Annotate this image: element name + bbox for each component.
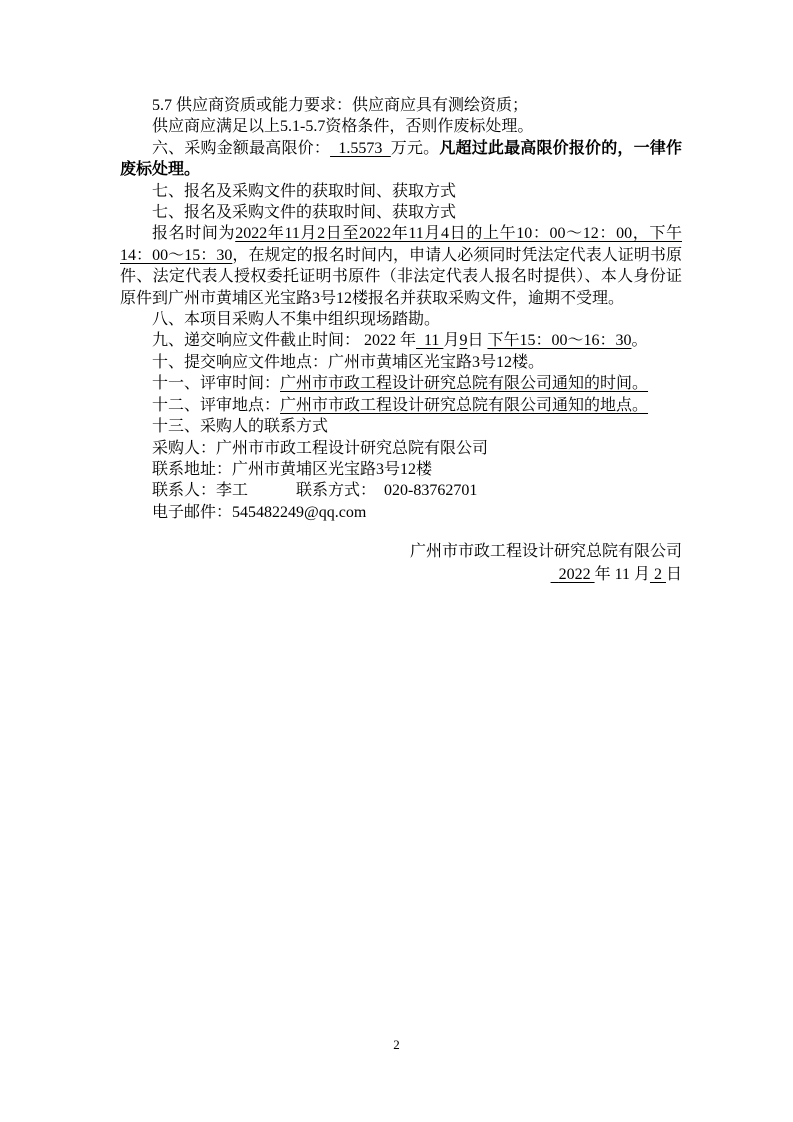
para-contact-person [120,480,682,501]
submission-deadline-day: 9 [459,332,468,350]
signature-date-year: 2022 [550,566,595,584]
para-supplier-qualification [120,95,682,116]
submission-deadline-month: 11 [416,332,444,350]
registration-time-prefix: 报名时间为 [152,225,236,243]
para-review-time [120,373,682,394]
para-purchaser [120,438,682,459]
registration-time-period: 2022年11月2日至2022年11月4日的上午10：00～12：00，下午14：00～15：30 [120,225,682,264]
submission-deadline-month-label: 月 [443,332,460,350]
signature-date-day: 2 [649,566,666,584]
page-number: 2 [393,1037,400,1052]
para-section7-title-2 [120,202,682,223]
review-place-label: 十二、评审地点： [152,396,281,414]
para-submission-place [120,352,682,373]
para-site-visit [120,309,682,330]
submission-place-text: 十、提交响应文件地点：广州市黄埔区光宝路3号12楼。 [152,353,545,371]
para-registration-time [120,223,682,309]
qualification-summary-text: 供应商应满足以上5.1-5.7资格条件，否则作废标处理。 [152,118,534,136]
signature-date-end: 日 [665,566,682,584]
site-visit-text: 八、本项目采购人不集中组织现场踏勘。 [152,311,441,329]
purchaser-text: 采购人：广州市市政工程设计研究总院有限公司 [152,439,489,457]
max-price-label: 六、采购金额最高限价： [152,139,331,157]
review-time-value: 广州市市政工程设计研究总院有限公司通知的时间。 [280,375,649,393]
para-max-price [120,138,682,181]
contact-section-title-text: 十三、采购人的联系方式 [152,418,329,436]
para-section7-title-1 [120,181,682,202]
review-time-label: 十一、评审时间： [152,375,281,393]
submission-deadline-day-label: 日 [467,332,488,350]
signature-company-text: 广州市市政工程设计研究总院有限公司 [409,543,682,561]
signature-company [120,540,682,563]
section7-title-2-text: 七、报名及采购文件的获取时间、获取方式 [152,204,457,222]
para-contact-section-title [120,416,682,437]
para-contact-address [120,459,682,480]
registration-time-rest: ，在规定的报名时间内，申请人必须同时凭法定代表人证明书原件、法定代表人授权委托证明书原件（非法定代表人报名时提供）、本人身份证原件到广州市黄埔区光宝路3号12楼报名并获取采购文件，逾期不受理。 [120,246,682,307]
para-review-place [120,395,682,416]
signature-block [120,540,682,586]
submission-deadline-label: 九、递交响应文件截止时间： 2022 年 [152,332,417,350]
signature-date-mid: 年 11 月 [594,566,650,584]
para-qualification-summary [120,116,682,137]
para-submission-deadline [120,330,682,351]
submission-deadline-end: 。 [631,332,648,350]
review-place-value: 广州市市政工程设计研究总院有限公司通知的地点。 [280,396,649,414]
max-price-unit: 万元。 [390,139,440,157]
section7-title-1-text: 七、报名及采购文件的获取时间、获取方式 [152,182,457,200]
signature-date [120,563,682,586]
contact-email-text: 电子邮件：545482249@qq.com [152,503,367,521]
contact-address-text: 联系地址：广州市黄埔区光宝路3号12楼 [152,460,433,478]
submission-deadline-time: 下午15：00～16：30 [487,332,632,350]
max-price-warning: 凡超过此最高限价报价的，一律作废标处理。 [120,139,682,179]
max-price-value: 1.5573 [330,139,391,157]
supplier-qualification-text: 5.7 供应商资质或能力要求：供应商应具有测绘资质； [152,97,529,114]
contact-person-text: 联系人：李工 联系方式： 020-83762701 [152,482,478,500]
document-body [120,95,682,586]
para-contact-email [120,502,682,523]
